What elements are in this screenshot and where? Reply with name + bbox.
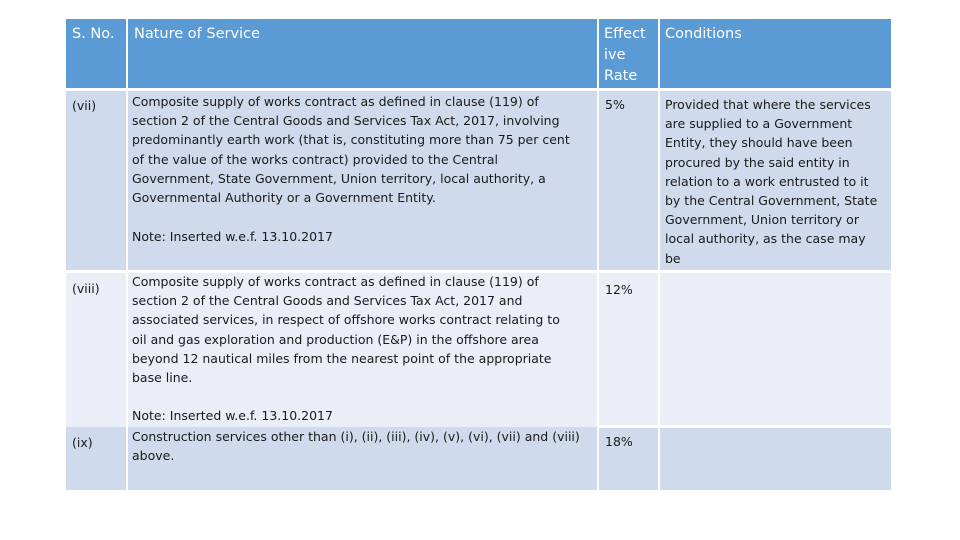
rate-text: 18% [605, 434, 633, 449]
row-divider [66, 88, 891, 91]
header-rate-line: Effect [604, 26, 646, 42]
nature-line: Composite supply of works contract as defined in clause (119) of [132, 94, 539, 109]
rate-text: 12% [605, 282, 633, 297]
nature-line: Governmental Authority or a Government Entity. [132, 190, 436, 206]
nature-line: Government, State Government, Union territory, local authority, a [132, 170, 546, 186]
header-sno [66, 19, 127, 89]
nature-line: Construction services other than (i), (ii), (iii), (iv), (v), (vi), (vii) and (viii) [132, 429, 580, 444]
nature-line: section 2 of the Central Goods and Services Tax Act, 2017, involving [132, 113, 560, 129]
conditions-line: Provided that where the services [665, 97, 871, 112]
nature-line: oil and gas exploration and production (E&P) in the offshore area [132, 331, 539, 347]
row-divider [598, 425, 891, 428]
row-vii-sno [66, 89, 127, 271]
nature-line: base line. [132, 370, 193, 386]
conditions-line: Entity, they should have been [665, 135, 853, 151]
nature-line: associated services, in respect of offshore works contract relating to [132, 312, 560, 328]
row-ix-rate [598, 427, 659, 490]
nature-line: of the value of the works contract) provided to the Central [132, 151, 499, 167]
nature-line: beyond 12 nautical miles from the nearest point of the appropriate [132, 350, 552, 366]
row-viii-conditions [659, 271, 891, 427]
nature-line: Composite supply of works contract as defined in clause (119) of [132, 274, 539, 289]
conditions-line: procured by the said entity in [665, 154, 850, 170]
service-rate-table [66, 19, 891, 490]
header-conditions-text: Conditions [665, 26, 742, 42]
row-ix-sno [66, 427, 127, 490]
row-viii-sno [66, 271, 127, 427]
row-sno-text: (viii) [72, 281, 100, 296]
conditions-line: are supplied to a Government [665, 116, 853, 132]
conditions-line: be [665, 250, 681, 266]
rate-text: 5% [605, 97, 625, 112]
row-vii-conditions [659, 89, 891, 271]
conditions-line: Government, Union territory or [665, 212, 859, 228]
row-viii-nature [127, 271, 598, 427]
nature-line: section 2 of the Central Goods and Services Tax Act, 2017 and [132, 293, 523, 309]
row-ix-conditions [659, 427, 891, 490]
row-ix-nature [127, 427, 598, 490]
header-sno-text: S. No. [72, 26, 115, 42]
header-conditions [659, 19, 891, 89]
row-vii-rate [598, 89, 659, 271]
row-divider [66, 425, 126, 428]
row-sno-text: (vii) [72, 98, 97, 113]
header-nature-text: Nature of Service [134, 26, 260, 42]
nature-line: above. [132, 448, 175, 464]
row-viii-rate [598, 271, 659, 427]
header-rate [598, 19, 659, 89]
note-text: Note: Inserted w.e.f. 13.10.2017 [132, 229, 333, 245]
note-text: Note: Inserted w.e.f. 13.10.2017 [132, 408, 333, 424]
nature-line: predominantly earth work (that is, constituting more than 75 per cent [132, 132, 570, 148]
conditions-line: relation to a work entrusted to it [665, 173, 869, 189]
header-rate-line: ive [604, 47, 626, 63]
header-nature [127, 19, 598, 89]
row-divider [66, 270, 891, 273]
conditions-line: local authority, as the case may [665, 231, 866, 247]
row-vii-nature [127, 89, 598, 271]
row-sno-text: (ix) [72, 435, 93, 450]
header-rate-line: Rate [604, 68, 638, 84]
conditions-line: by the Central Government, State [665, 193, 878, 209]
